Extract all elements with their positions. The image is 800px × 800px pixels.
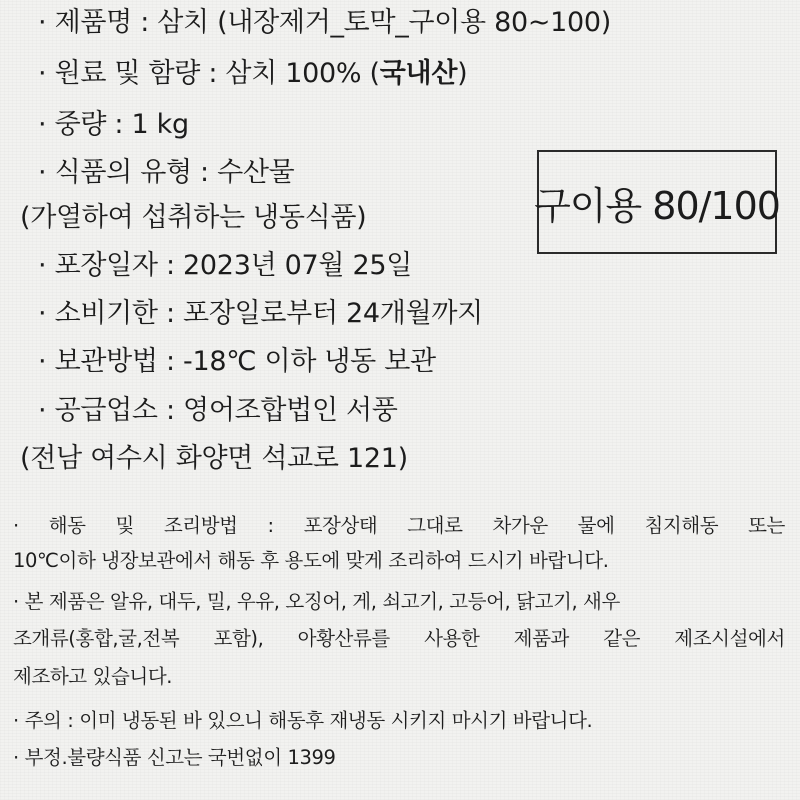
- thaw-word: 그대로: [407, 514, 463, 537]
- grill-size-box: 구이용 80/100: [537, 150, 777, 254]
- allergy-word: 포함),: [213, 627, 264, 650]
- allergy-word: 제품과: [513, 627, 569, 650]
- thaw-word: :: [267, 514, 274, 537]
- allergy-word: 조개류(홍합,굴,전복: [13, 627, 180, 650]
- allergy-word: 사용한: [424, 627, 480, 650]
- thaw-word: 해동: [48, 514, 86, 537]
- thaw-line-1: [13, 513, 785, 539]
- pack-date-line: · 포장일자 : 2023년 07월 25일: [38, 250, 412, 281]
- weight-line: · 중량 : 1 kg: [38, 109, 189, 140]
- ingredients-origin: 국내산: [379, 58, 458, 89]
- report-line: · 부정.불량식품 신고는 국번없이 1399: [13, 746, 336, 769]
- thaw-word: 및: [115, 514, 134, 537]
- allergy-word: 제조시설에서: [674, 627, 785, 650]
- caution-line: · 주의 : 이미 냉동된 바 있으니 해동후 재냉동 시키지 마시기 바랍니다.: [13, 709, 593, 732]
- allergy-line-3: 제조하고 있습니다.: [13, 665, 173, 688]
- product-name-line: · 제품명 : 삼치 (내장제거_토막_구이용 80~100): [38, 7, 612, 38]
- ingredients-suffix: ): [457, 58, 468, 89]
- storage-line: · 보관방법 : -18℃ 이하 냉동 보관: [38, 346, 436, 377]
- ingredients-prefix: · 원료 및 함량 : 삼치 100% (: [38, 58, 380, 89]
- food-type-line: · 식품의 유형 : 수산물: [38, 157, 295, 188]
- address-line: (전남 여수시 화양면 석교로 121): [20, 443, 408, 474]
- allergy-word: 아황산류를: [297, 627, 390, 650]
- thaw-word: 물에: [577, 514, 615, 537]
- thaw-bullet: ·: [13, 514, 19, 537]
- food-type-note: (가열하여 섭취하는 냉동식품): [20, 202, 367, 233]
- allergy-line-2: [13, 626, 785, 652]
- thaw-word: 조리방법: [163, 514, 238, 537]
- supplier-line: · 공급업소 : 영어조합법인 서풍: [38, 395, 398, 426]
- allergy-word: 같은: [603, 627, 641, 650]
- expiry-line: · 소비기한 : 포장일로부터 24개월까지: [38, 298, 483, 329]
- thaw-word: 또는: [748, 514, 785, 537]
- thaw-word: 포장상태: [303, 514, 378, 537]
- thaw-line-2: 10℃이하 냉장보관에서 해동 후 용도에 맞게 조리하여 드시기 바랍니다.: [13, 549, 609, 572]
- thaw-word: 차가운: [492, 514, 548, 537]
- allergy-line-1: · 본 제품은 알유, 대두, 밀, 우유, 오징어, 게, 쇠고기, 고등어, 닭고기, 새우: [13, 590, 620, 613]
- thaw-word: 침지해동: [644, 514, 719, 537]
- ingredients-line: [38, 57, 467, 91]
